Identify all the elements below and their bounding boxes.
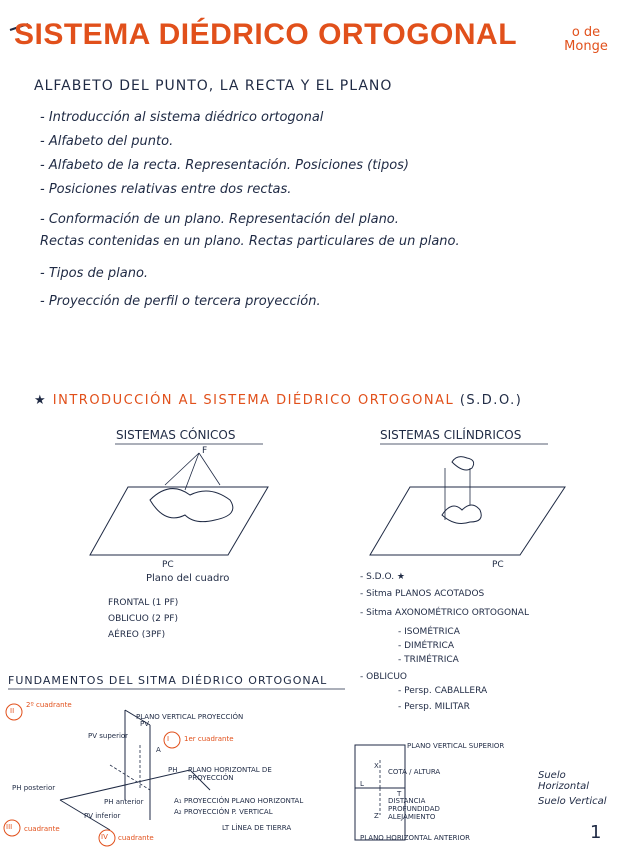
intro-abbrev: (S.D.O.) xyxy=(459,393,523,408)
alphabet-item-5: - Conformación de un plano. Representación del plano. xyxy=(40,212,399,227)
q2-label: 2º cuadrante xyxy=(26,701,72,709)
q2-num: II xyxy=(10,707,15,715)
conicos-plane xyxy=(90,487,268,555)
a2-label: A₂ PROYECCIÓN P. VERTICAL xyxy=(174,808,273,816)
alphabet-item-3: - Alfabeto de la recta. Representación. Posiciones (tipos) xyxy=(40,158,409,173)
ph-ant-label: PH anterior xyxy=(104,798,144,806)
cilindricos-item-2: - Sitma PLANOS ACOTADOS xyxy=(360,589,485,599)
lt-label: LT LÍNEA DE TIERRA xyxy=(222,824,292,832)
conicos-heading: SISTEMAS CÓNICOS xyxy=(116,428,236,442)
cota-label: COTA / ALTURA xyxy=(388,768,441,776)
fundamentos-heading: FUNDAMENTOS DEL SITMA DIÉDRICO ORTOGONAL xyxy=(8,674,328,687)
pv-sup-label: PV superior xyxy=(88,732,129,740)
cyl-bottom-shape xyxy=(442,505,481,523)
q1-label: 1er cuadrante xyxy=(184,735,234,743)
ph-small-label: PH xyxy=(168,766,178,774)
cota-x: X xyxy=(374,762,379,770)
pv-inf-label: PV inferior xyxy=(84,812,121,820)
q3-num: III xyxy=(6,823,13,831)
alphabet-item-1: - Introducción al sistema diédrico ortogonal xyxy=(40,110,324,125)
cilindricos-item-4: - ISOMÉTRICA xyxy=(398,627,460,637)
cone-line-1 xyxy=(165,453,199,485)
intro-heading xyxy=(34,393,522,408)
cilindricos-item-7: - OBLICUO xyxy=(360,672,407,682)
cilindricos-item-3: - Sitma AXONOMÉTRICO ORTOGONAL xyxy=(360,608,529,618)
alphabet-item-6: Rectas contenidas en un plano. Rectas particulares de un plano. xyxy=(40,234,460,249)
alejamiento-label: DISTANCIA PROFUNDIDAD ALEJAMIENTO xyxy=(388,797,440,821)
cota-z: Z xyxy=(374,812,379,820)
cone-line-2 xyxy=(199,453,220,485)
cilindricos-heading: SISTEMAS CILÍNDRICOS xyxy=(380,428,522,442)
cilindricos-plane xyxy=(370,487,565,555)
conicos-type-3: AÉREO (3PF) xyxy=(108,630,166,640)
cilindricos-item-9: - Persp. MILITAR xyxy=(398,702,470,712)
cota-t: T xyxy=(397,790,402,798)
q4-label: cuadrante xyxy=(118,834,154,842)
q1-num: I xyxy=(167,735,170,743)
ph-label: PLANO HORIZONTAL DE PROYECCIÓN xyxy=(188,766,272,782)
cilindricos-item-8: - Persp. CABALLERA xyxy=(398,686,488,696)
conicos-point-label: F xyxy=(202,446,208,456)
title-subtitle xyxy=(560,26,612,54)
cilindricos-pc-label: PC xyxy=(492,560,504,570)
conicos-type-2: OBLICUO (2 PF) xyxy=(108,614,178,624)
page-number: 1 xyxy=(590,822,602,843)
a1-label: A₁ PROYECCIÓN PLANO HORIZONTAL xyxy=(174,797,304,805)
intro-title: INTRODUCCIÓN AL SISTEMA DIÉDRICO ORTOGONAL xyxy=(52,393,455,408)
pv-small-label: PV xyxy=(140,720,150,728)
alphabet-item-4: - Posiciones relativas entre dos rectas. xyxy=(40,182,292,197)
alphabet-item-7: - Tipos de plano. xyxy=(40,266,149,281)
q4-num: IV xyxy=(101,833,108,841)
cota-pv-sup: PLANO VERTICAL SUPERIOR xyxy=(407,742,505,750)
alphabet-item-8: - Proyección de perfil o tercera proyección. xyxy=(40,294,321,309)
conicos-pc-label: PC xyxy=(162,560,174,570)
conicos-type-1: FRONTAL (1 PF) xyxy=(108,598,179,608)
suelo-v: Suelo Vertical xyxy=(538,796,607,807)
star-icon: ★ xyxy=(34,393,48,408)
cyl-top-shape xyxy=(452,457,474,470)
q3-label: cuadrante xyxy=(24,825,60,833)
alphabet-heading: ALFABETO DEL PUNTO, LA RECTA Y EL PLANO xyxy=(34,78,393,94)
alphabet-item-2: - Alfabeto del punto. xyxy=(40,134,174,149)
cota-ph-ant: PLANO HORIZONTAL ANTERIOR xyxy=(360,834,470,842)
suelo-h: Suelo Horizontal xyxy=(538,770,590,792)
conicos-plane-label: Plano del cuadro xyxy=(146,573,230,584)
cone-line-3 xyxy=(185,453,199,490)
ph-post-label: PH posterior xyxy=(12,784,56,792)
subtitle-line-1: o de xyxy=(571,25,601,40)
proj-dash-2 xyxy=(110,765,150,790)
pv-label: PLANO VERTICAL PROYECCIÓN xyxy=(136,713,244,721)
cilindricos-item-5: - DIMÉTRICA xyxy=(398,641,454,651)
cilindricos-item-6: - TRIMÉTRICA xyxy=(398,655,459,665)
page-title: SISTEMA DIÉDRICO ORTOGONAL xyxy=(14,18,518,51)
conicos-shape xyxy=(150,489,233,522)
subtitle-line-2: Monge xyxy=(564,39,608,54)
cilindricos-item-1: - S.D.O. ★ xyxy=(360,572,405,582)
cota-l: L xyxy=(360,780,364,788)
point-a-label: A xyxy=(156,746,161,754)
